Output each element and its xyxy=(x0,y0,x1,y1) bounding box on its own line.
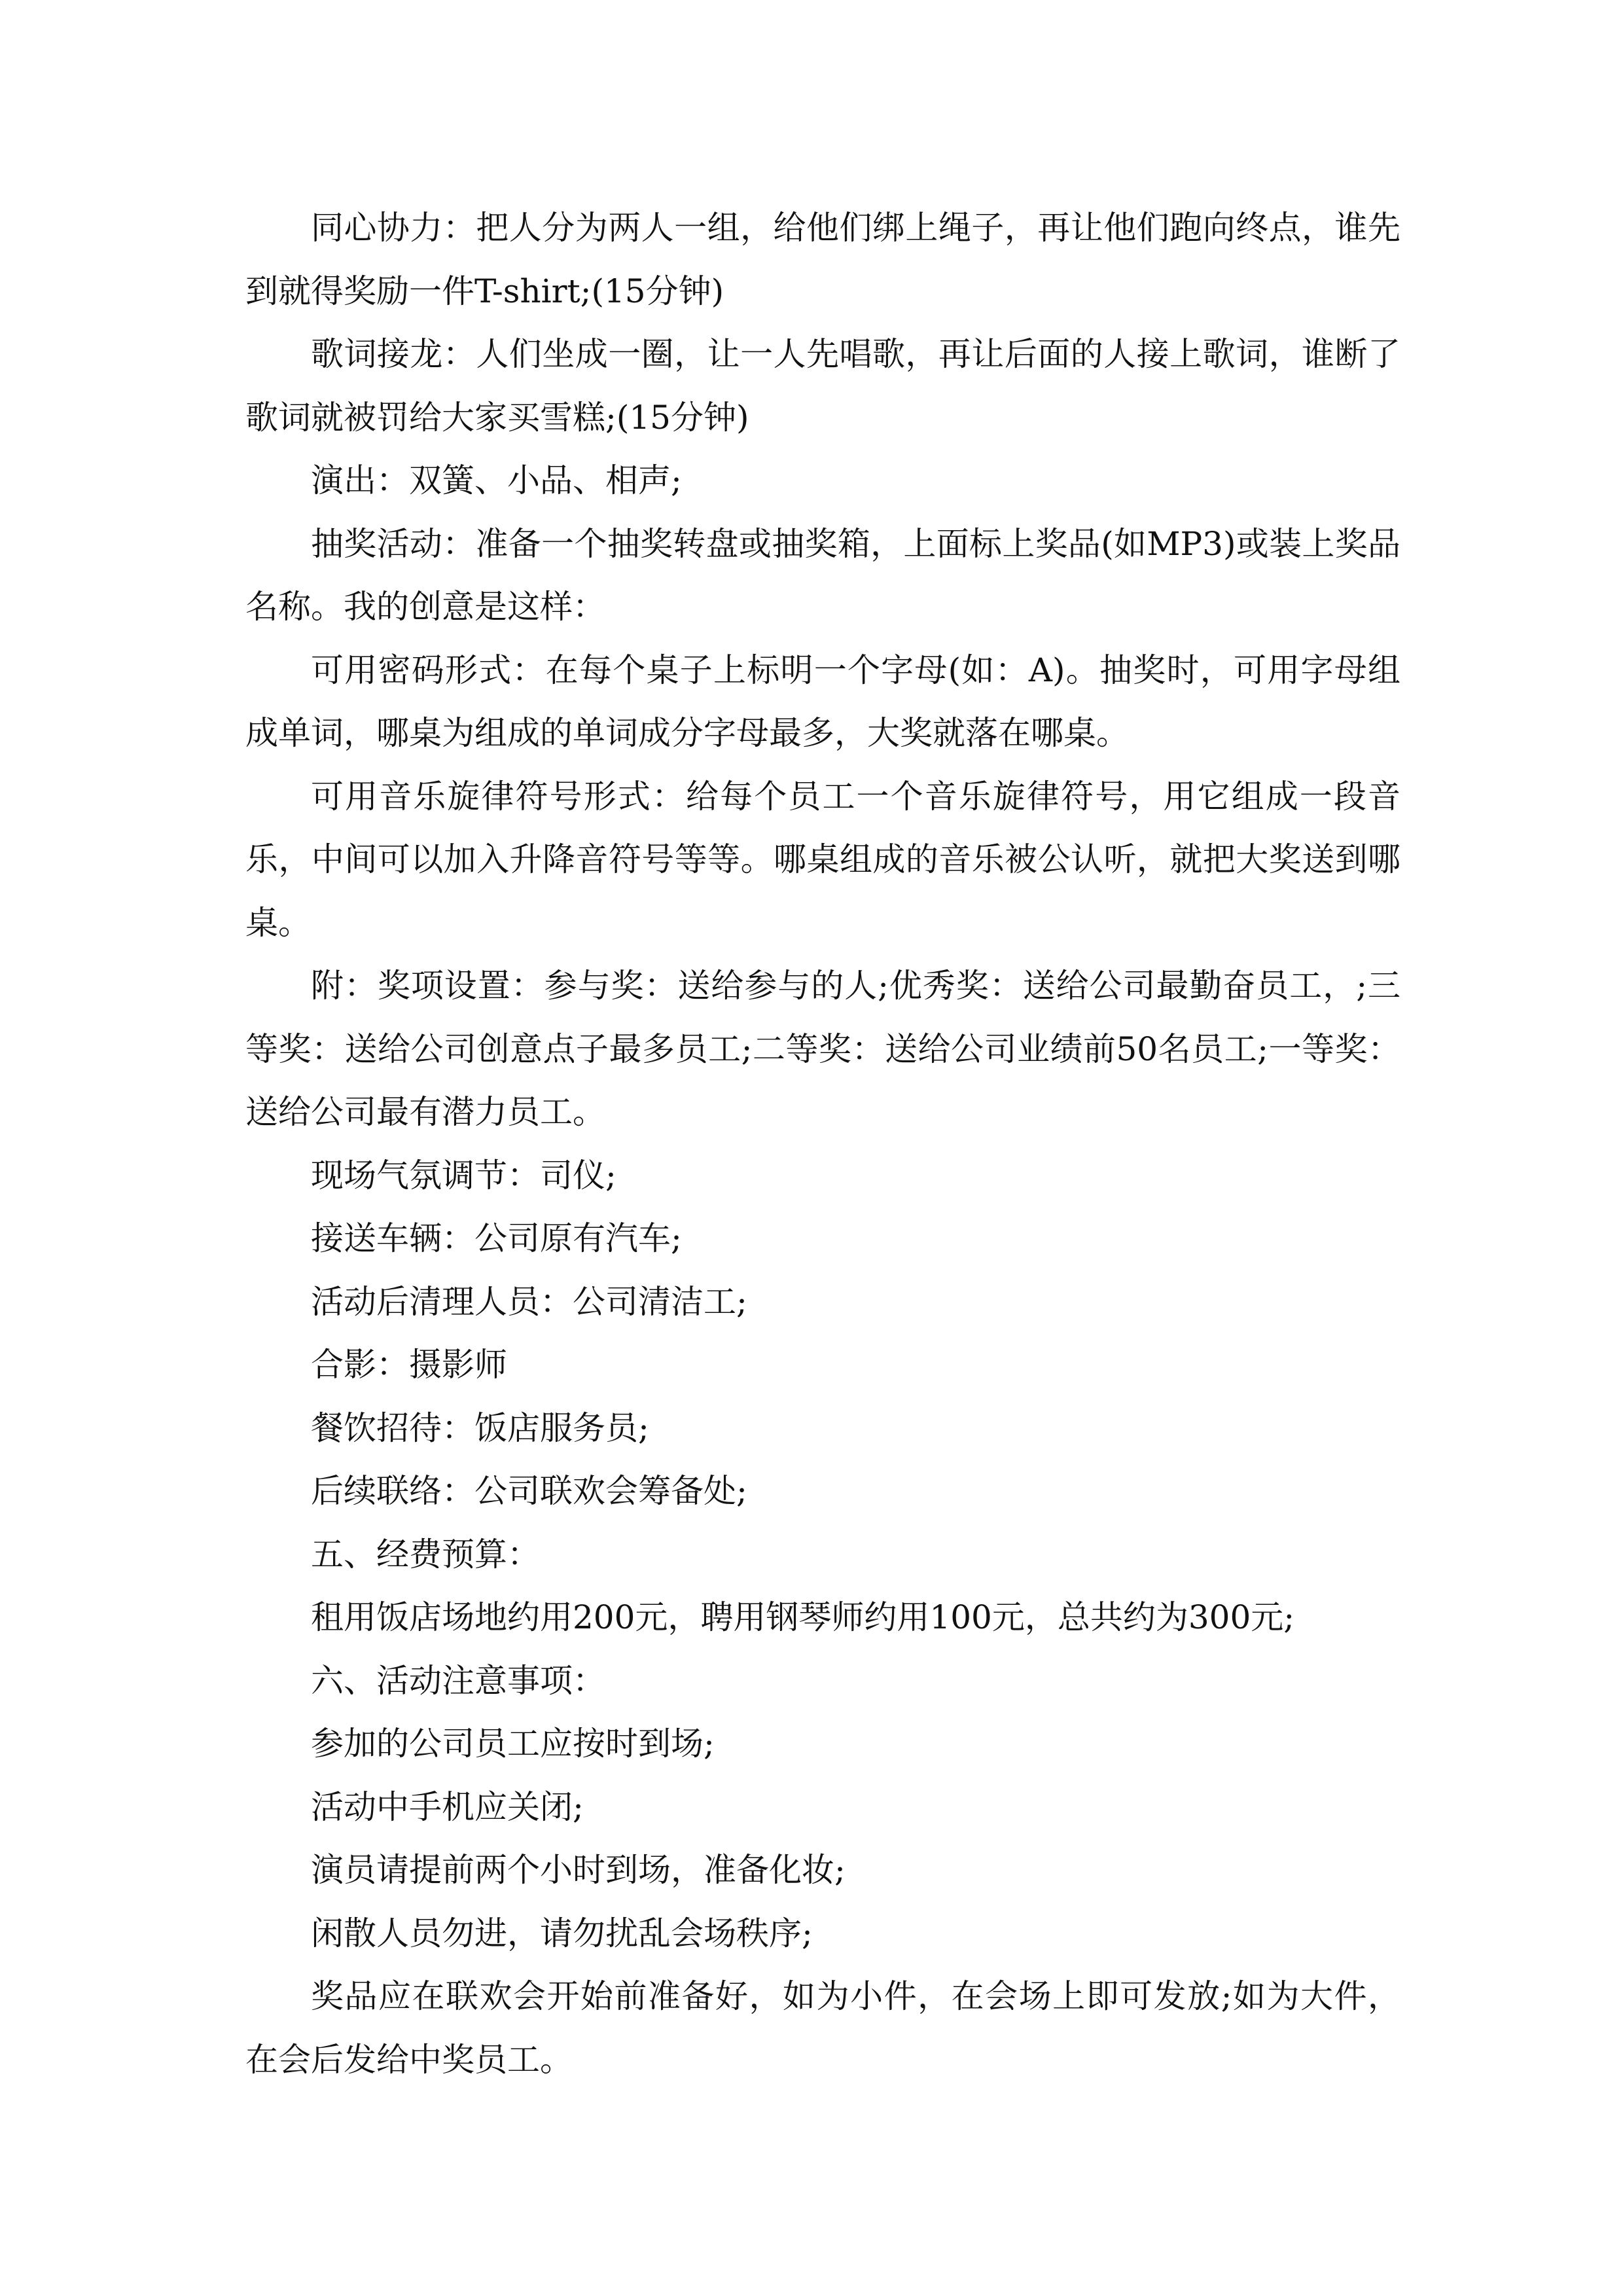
paragraph-catering: 餐饮招待：饭店服务员; xyxy=(311,1408,649,1447)
paragraph-phones-off: 活动中手机应关闭; xyxy=(311,1787,584,1826)
section-heading-notes: 六、活动注意事项： xyxy=(311,1661,605,1700)
paragraph-actors-early: 演员请提前两个小时到场，准备化妆; xyxy=(311,1851,846,1889)
paragraph-lyrics-relay: 歌词接龙：人们坐成一圈，让一人先唱歌，再让后面的人接上歌词，谁断了歌词就被罚给大家买雪糕;(15分钟) xyxy=(245,335,1400,437)
paragraph-performance: 演出：双簧、小品、相声; xyxy=(311,461,682,499)
paragraph-vehicles: 接送车辆：公司原有汽车; xyxy=(311,1219,682,1257)
paragraph-budget: 租用饭店场地约用200元，聘用钢琴师约用100元，总共约为300元; xyxy=(311,1598,1295,1636)
paragraph-music-form: 可用音乐旋律符号形式：给每个员工一个音乐旋律符号，用它组成一段音乐，中间可以加入升降音符号等等。哪桌组成的音乐被公认听，就把大奖送到哪桌。 xyxy=(245,777,1400,942)
paragraph-follow-up: 后续联络：公司联欢会筹备处; xyxy=(311,1472,747,1510)
paragraph-no-idlers: 闲散人员勿进，请勿扰乱会场秩序; xyxy=(311,1914,813,1952)
paragraph-teamwork-game: 同心协力：把人分为两人一组，给他们绑上绳子，再让他们跑向终点，谁先到就得奖励一件T-shirt;(15分钟) xyxy=(245,209,1400,310)
paragraph-prizes: 奖品应在联欢会开始前准备好，如为小件，在会场上即可发放;如为大件，在会后发给中奖员工。 xyxy=(245,1977,1400,2079)
document-body xyxy=(245,196,1400,2091)
paragraph-photo: 合影：摄影师 xyxy=(311,1346,507,1384)
paragraph-host: 现场气氛调节：司仪; xyxy=(311,1156,616,1194)
paragraph-cleanup: 活动后清理人员：公司清洁工; xyxy=(311,1282,747,1321)
paragraph-lottery: 抽奖活动：准备一个抽奖转盘或抽奖箱，上面标上奖品(如MP3)或装上奖品名称。我的创意是这样： xyxy=(245,524,1400,626)
paragraph-password-form: 可用密码形式：在每个桌子上标明一个字母(如：A)。抽奖时，可用字母组成单词，哪桌为组成的单词成分字母最多，大奖就落在哪桌。 xyxy=(245,651,1400,752)
paragraph-awards: 附：奖项设置：参与奖：送给参与的人;优秀奖：送给公司最勤奋员工，;三等奖：送给公司创意点子最多员工;二等奖：送给公司业绩前50名员工;一等奖：送给公司最有潜力员工。 xyxy=(245,967,1400,1131)
paragraph-arrive-on-time: 参加的公司员工应按时到场; xyxy=(311,1725,715,1763)
section-heading-budget: 五、经费预算： xyxy=(311,1535,540,1573)
